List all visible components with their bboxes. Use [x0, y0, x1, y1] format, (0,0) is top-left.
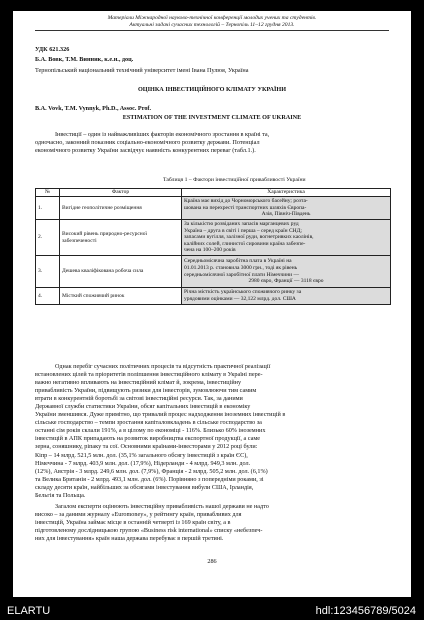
- viewer-footer: [0, 600, 424, 620]
- desc-line: Країна має вихід до Чорноморського басейну; розта-: [184, 198, 308, 205]
- desc-line: середньомісячної заробітної плати Німеччини —: [184, 271, 299, 278]
- desc-line: За кількістю розвіданих запасів марганцевих руд: [184, 221, 299, 228]
- udk-code: УДК 621.326: [35, 46, 70, 53]
- header-factor: Фактор: [60, 189, 182, 197]
- row-factor: Вигідне геополітичне розміщення: [60, 197, 182, 220]
- body-line: привабливість України, підвищують ризики для інвесторів, зумовлюючи тим самим: [35, 387, 257, 395]
- body-line: важно негативно впливають на інвестиційний клімат й, зокрема, інвестиційну: [35, 379, 242, 387]
- title-ua: ОЦІНКА ІНВЕСТИЦІЙНОГО КЛІМАТУ УКРАЇНИ: [137, 86, 287, 93]
- table-header-row: [36, 189, 391, 197]
- desc-line: Україна – друга в світі і перша – серед країн СНД;: [184, 227, 302, 234]
- body-paragraph: [35, 363, 391, 500]
- header-line-1: Матеріали Міжнародної науково-технічної конференції молодих учених та студентів.: [107, 15, 317, 21]
- header-line-2: Актуальні задачі сучасних технологій – Тернопіль 11–12 грудня 2013.: [129, 21, 295, 28]
- table-row: [36, 220, 391, 256]
- body-line: Німеччина - 7 млрд. 403,9 млн. дол. (17,9%), Нідерланди - 4 млрд. 949,3 млн. дол.: [35, 459, 251, 467]
- row-factor: Місткий споживчий ринок: [60, 288, 182, 305]
- row-num: 2.: [36, 220, 60, 256]
- factors-table: [35, 188, 391, 305]
- desc-line: Азія, Північ-Південь: [261, 211, 311, 218]
- body-line: зерна, соняшнику, ріпаку та сої. Основними країнами-інвесторами у 2012 році були:: [35, 443, 258, 451]
- desc-line: Річна місткість українського споживчого ринку за: [184, 289, 302, 296]
- intro-paragraph: [35, 131, 391, 155]
- desc-line: Середньомісячна заробітна плата в Україні на: [184, 258, 292, 265]
- header-characteristic: Характеристика: [182, 189, 391, 197]
- conclusion-line: підготовленому дослідницькою групою «Business risk international» списку «небезпеч-: [35, 527, 263, 535]
- conclusion-paragraph: [35, 503, 391, 543]
- body-line: сільське господарство – темпи зростання капіталовкладень в сільське господарство за: [35, 419, 262, 427]
- body-line: Однак перебіг сучасних політичних процесів та відсутність практичної реалізації: [55, 363, 271, 370]
- row-num: 1.: [36, 197, 60, 220]
- repository-label: ELARTU: [7, 605, 51, 617]
- desc-line: запасами вугілля, залізної руди, вогнетривких каолінів,: [184, 234, 314, 241]
- table-row: [36, 288, 391, 305]
- desc-line: 2980 євро, Франції — 3118 євро: [248, 278, 324, 285]
- body-line: Кіпр – 14 млрд. 521,5 млн. дол. (35,1% загального обсягу інвестицій з країн ЄС),: [35, 451, 248, 459]
- intro-line: одночасно, законний показник соціально-економічного розвитку держави. Потенціал: [35, 139, 260, 147]
- table-caption: Таблиця 1 – Фактори інвестиційної привабливості України: [163, 177, 306, 183]
- page-number: 286: [207, 558, 217, 565]
- table-row: [36, 256, 391, 288]
- desc-line: урядовими оцінками — 32,122 млрд. дол. США: [184, 296, 296, 302]
- affiliation: Тернопільський національний технічний університет імені Івана Пулюя, Україна: [35, 67, 249, 74]
- title-en: ESTIMATION OF THE INVESTMENT CLIMATE OF UKRAINE: [122, 114, 302, 121]
- conclusion-line: них для інвестування» країн наша держава перебуває в першій третині.: [35, 535, 224, 543]
- intro-line: Інвестиції – один із найважливіших факторів економічного зростання в країні та,: [55, 131, 270, 138]
- body-line: України зменшився. Дуже примітно, що тривалий процес надходження іноземних інвестицій в: [35, 411, 286, 419]
- conclusion-line: інвестицій, Україна займає місце в останній четверті із 169 країн світу, а в: [35, 519, 231, 527]
- row-factor: Високий рівень природно-ресурсної забезпеченості: [60, 220, 182, 256]
- desc-line: чена на 100–200 років: [184, 247, 236, 254]
- desc-line: шована на перехресті транспортних шляхів Європа-: [184, 204, 307, 211]
- row-characteristic: [182, 256, 391, 288]
- intro-line: економічного розвитку України засвідчує наявність конкурентних переваг (табл.1.).: [35, 147, 256, 155]
- body-line: інвестицій в АПК припадають на розвиток виробництва експортної продукції, а саме: [35, 435, 260, 443]
- handle-label: hdl:123456789/5024: [315, 605, 416, 617]
- conclusion-line: Загалом експерти оцінюють інвестиційну привабливість нашої держави не надто: [55, 503, 269, 510]
- desc-line: калійних солей, глинистої сировини країна забезпе-: [184, 240, 306, 247]
- row-factor: Дешева кваліфікована робоча сила: [60, 256, 182, 288]
- body-line: та Велика Британія - 2 млрд. 493,1 млн. дол. (6%). Порівняно з попередніми роками, зі: [35, 475, 264, 483]
- authors-ua: Б.А. Вовк, Т.М. Винник, к.е.н., доц.: [35, 56, 134, 63]
- header-num: №: [36, 189, 60, 197]
- desc-line: 01.01.2013 р. становила 3000 грн., тоді як рівень: [184, 264, 298, 271]
- body-line: встановлених цілей та пріоритетів поліпшення інвестиційного клімату в Україні пере-: [35, 371, 263, 379]
- row-characteristic: [182, 220, 391, 256]
- table-row: [36, 197, 391, 220]
- body-line: складу десяти країн, найбільших за обсягами інвестування вибули США, Ірландія,: [35, 483, 254, 491]
- conference-header: [13, 15, 411, 28]
- body-line: втрати в конкурентній боротьбі за світові інвестиційні ресурси. Так, за даними: [35, 395, 243, 403]
- row-characteristic: [182, 197, 391, 220]
- body-line: Державної служби статистики України, обсяг капітальних інвестицій в економіку: [35, 403, 251, 411]
- row-characteristic: [182, 288, 391, 305]
- row-num: 3.: [36, 256, 60, 288]
- authors-en: B.A. Vovk, T.M. Vynnyk, Ph.D., Assoc. Prof.: [35, 105, 152, 112]
- conclusion-line: високо – за даними журналу «Euromoney», у рейтингу країн, привабливих для: [35, 511, 242, 519]
- body-line: останні сім років склали 191%, а в цілому по економіці - 116%. Близько 60% іноземних: [35, 427, 266, 435]
- row-num: 4.: [36, 288, 60, 305]
- document-page: [13, 11, 411, 597]
- body-line: (12%), Австрія - 3 млрд. 249,6 млн. дол. (7,9%), Франція - 2 млрд. 505,2 млн. дол. (6,1%): [35, 467, 268, 475]
- header-divider: [35, 30, 389, 31]
- body-line: Бельгія та Польща.: [35, 491, 86, 499]
